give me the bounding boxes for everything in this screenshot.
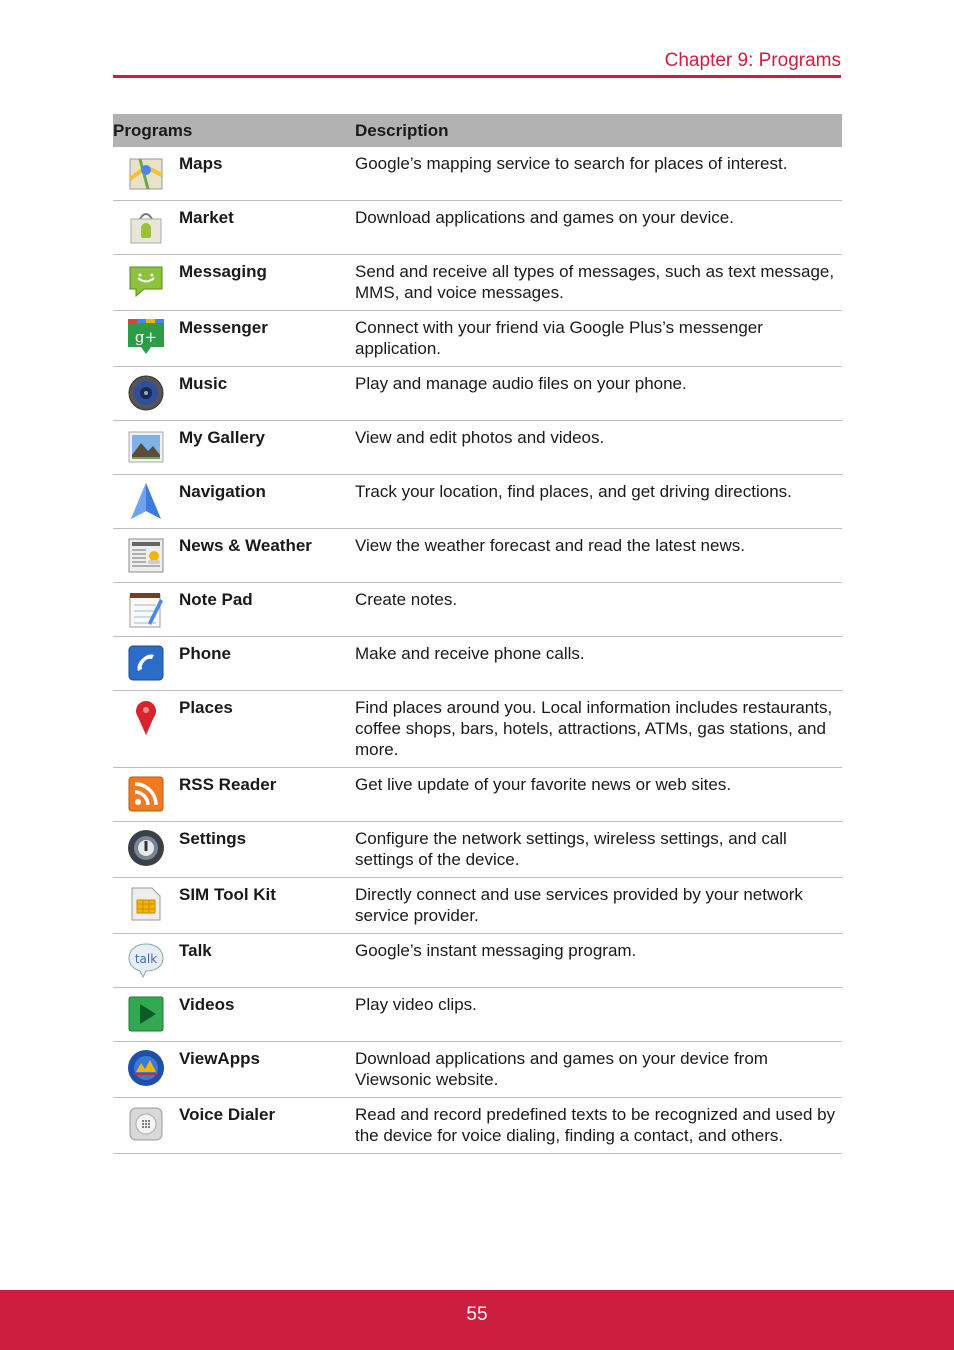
table-row (113, 637, 842, 691)
phone-icon (126, 643, 166, 683)
news-weather-icon (126, 535, 166, 575)
table-row (113, 878, 842, 934)
program-name: Places (179, 691, 355, 768)
program-name: Videos (179, 988, 355, 1042)
table-row (113, 147, 842, 201)
table-row (113, 367, 842, 421)
music-icon (126, 373, 166, 413)
messenger-icon (126, 317, 166, 357)
program-name: RSS Reader (179, 768, 355, 822)
table-row (113, 1042, 842, 1098)
viewapps-icon (126, 1048, 166, 1088)
program-description: Google’s instant messaging program. (355, 934, 842, 988)
table-row (113, 1098, 842, 1154)
program-name: SIM Tool Kit (179, 878, 355, 934)
messaging-icon (126, 261, 166, 301)
program-name: Settings (179, 822, 355, 878)
voice-dialer-icon (126, 1104, 166, 1144)
program-name: News & Weather (179, 529, 355, 583)
program-description: Configure the network settings, wireless settings, and call settings of the device. (355, 822, 842, 878)
program-description: Connect with your friend via Google Plus’s messenger application. (355, 311, 842, 367)
program-name: Maps (179, 147, 355, 201)
table-row (113, 311, 842, 367)
program-name: Market (179, 201, 355, 255)
program-description: View the weather forecast and read the latest news. (355, 529, 842, 583)
table-row (113, 255, 842, 311)
program-description: Play and manage audio files on your phone. (355, 367, 842, 421)
table-row (113, 691, 842, 768)
table-row (113, 934, 842, 988)
program-name: Phone (179, 637, 355, 691)
svg-text:g+: g+ (134, 328, 158, 346)
navigation-icon (126, 481, 166, 521)
program-description: Directly connect and use services provided by your network service provider. (355, 878, 842, 934)
programs-table (113, 114, 842, 1154)
note-pad-icon (126, 589, 166, 629)
program-description: Download applications and games on your device. (355, 201, 842, 255)
places-icon (126, 697, 166, 737)
table-row (113, 201, 842, 255)
program-description: Google’s mapping service to search for places of interest. (355, 147, 842, 201)
program-description: Track your location, find places, and get driving directions. (355, 475, 842, 529)
program-description: Get live update of your favorite news or web sites. (355, 768, 842, 822)
table-row (113, 421, 842, 475)
page-number: 55 (466, 1304, 488, 1325)
program-name: ViewApps (179, 1042, 355, 1098)
market-icon (126, 207, 166, 247)
program-description: Create notes. (355, 583, 842, 637)
maps-icon (126, 153, 166, 193)
program-description: View and edit photos and videos. (355, 421, 842, 475)
program-description: Play video clips. (355, 988, 842, 1042)
program-name: Music (179, 367, 355, 421)
table-row (113, 822, 842, 878)
rss-icon (126, 774, 166, 814)
gallery-icon (126, 427, 166, 467)
column-header-programs: Programs (113, 114, 355, 147)
table-row (113, 583, 842, 637)
program-description: Download applications and games on your device from Viewsonic website. (355, 1042, 842, 1098)
program-description: Find places around you. Local information includes restaurants, coffee shops, bars, hotels, attractions, ATMs, gas stations, and more. (355, 691, 842, 768)
chapter-rule (113, 75, 841, 78)
column-header-description: Description (355, 114, 842, 147)
settings-icon (126, 828, 166, 868)
program-description: Make and receive phone calls. (355, 637, 842, 691)
table-row (113, 475, 842, 529)
table-header-row (113, 114, 842, 147)
table-row (113, 988, 842, 1042)
sim-tool-kit-icon (126, 884, 166, 924)
program-name: Talk (179, 934, 355, 988)
videos-icon (126, 994, 166, 1034)
program-description: Read and record predefined texts to be recognized and used by the device for voice dialing, finding a contact, and others. (355, 1098, 842, 1154)
chapter-title: Chapter 9: Programs (664, 50, 841, 71)
program-name: Messenger (179, 311, 355, 367)
svg-text:talk: talk (134, 952, 158, 966)
program-name: Navigation (179, 475, 355, 529)
program-name: Voice Dialer (179, 1098, 355, 1154)
page-footer (0, 1290, 954, 1350)
table-row (113, 529, 842, 583)
table-row (113, 768, 842, 822)
talk-icon (126, 940, 166, 980)
program-description: Send and receive all types of messages, such as text message, MMS, and voice messages. (355, 255, 842, 311)
program-name: Note Pad (179, 583, 355, 637)
program-name: My Gallery (179, 421, 355, 475)
program-name: Messaging (179, 255, 355, 311)
